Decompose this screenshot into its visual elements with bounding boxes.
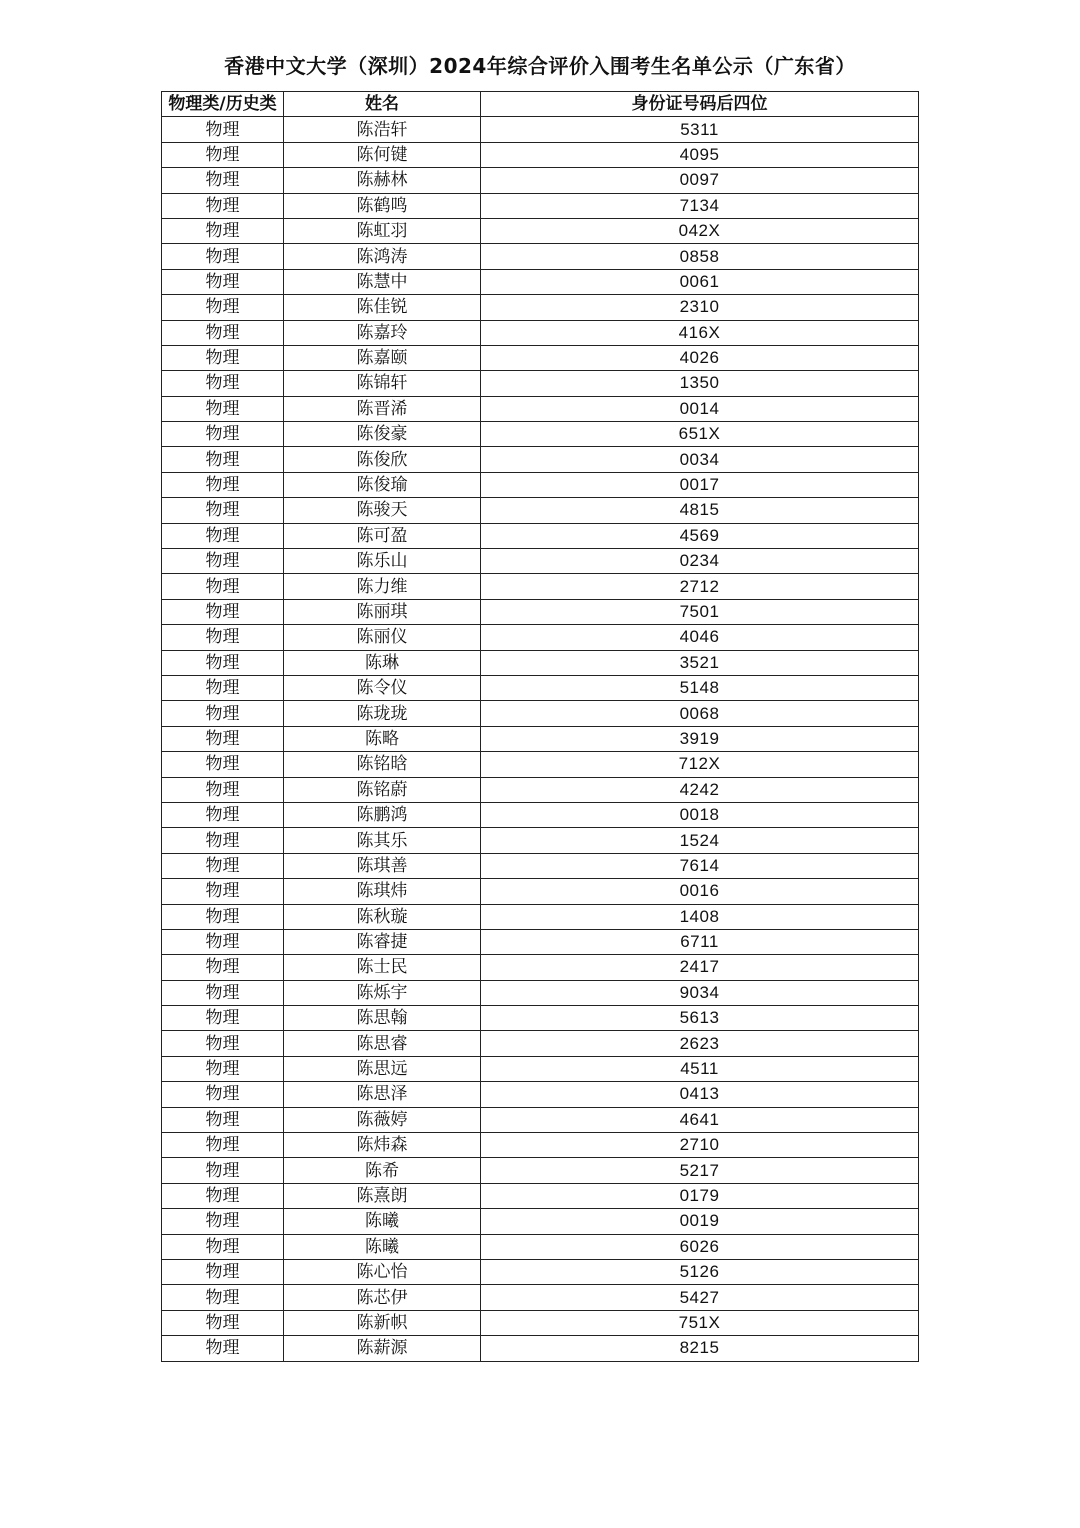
cell-id-last-four: 1350 bbox=[481, 371, 919, 396]
cell-category: 物理 bbox=[162, 574, 284, 599]
cell-category: 物理 bbox=[162, 853, 284, 878]
cell-id-last-four: 0014 bbox=[481, 396, 919, 421]
cell-name: 陈何键 bbox=[284, 142, 481, 167]
cell-category: 物理 bbox=[162, 117, 284, 142]
table-row bbox=[162, 574, 919, 599]
cell-category: 物理 bbox=[162, 1056, 284, 1081]
cell-name: 陈丽仪 bbox=[284, 625, 481, 650]
cell-id-last-four: 0018 bbox=[481, 802, 919, 827]
cell-id-last-four: 416X bbox=[481, 320, 919, 345]
cell-id-last-four: 7614 bbox=[481, 853, 919, 878]
cell-id-last-four: 2417 bbox=[481, 955, 919, 980]
cell-category: 物理 bbox=[162, 320, 284, 345]
table-row bbox=[162, 1336, 919, 1361]
cell-name: 陈赫林 bbox=[284, 168, 481, 193]
table-row bbox=[162, 117, 919, 142]
cell-name: 陈秋璇 bbox=[284, 904, 481, 929]
cell-category: 物理 bbox=[162, 1183, 284, 1208]
cell-category: 物理 bbox=[162, 675, 284, 700]
cell-category: 物理 bbox=[162, 625, 284, 650]
cell-category: 物理 bbox=[162, 752, 284, 777]
cell-category: 物理 bbox=[162, 929, 284, 954]
cell-name: 陈俊欣 bbox=[284, 447, 481, 472]
cell-category: 物理 bbox=[162, 1133, 284, 1158]
cell-category: 物理 bbox=[162, 193, 284, 218]
cell-category: 物理 bbox=[162, 472, 284, 497]
cell-id-last-four: 0017 bbox=[481, 472, 919, 497]
cell-id-last-four: 0097 bbox=[481, 168, 919, 193]
cell-id-last-four: 712X bbox=[481, 752, 919, 777]
cell-name: 陈晋浠 bbox=[284, 396, 481, 421]
table-row bbox=[162, 193, 919, 218]
cell-id-last-four: 5613 bbox=[481, 1006, 919, 1031]
cell-id-last-four: 7501 bbox=[481, 599, 919, 624]
cell-id-last-four: 6026 bbox=[481, 1234, 919, 1259]
cell-id-last-four: 0179 bbox=[481, 1183, 919, 1208]
cell-id-last-four: 5148 bbox=[481, 675, 919, 700]
cell-category: 物理 bbox=[162, 980, 284, 1005]
cell-id-last-four: 4815 bbox=[481, 498, 919, 523]
cell-name: 陈思翰 bbox=[284, 1006, 481, 1031]
cell-category: 物理 bbox=[162, 828, 284, 853]
cell-category: 物理 bbox=[162, 650, 284, 675]
cell-id-last-four: 3919 bbox=[481, 726, 919, 751]
table-row bbox=[162, 472, 919, 497]
table-row bbox=[162, 625, 919, 650]
cell-id-last-four: 2310 bbox=[481, 295, 919, 320]
cell-category: 物理 bbox=[162, 1259, 284, 1284]
table-row bbox=[162, 320, 919, 345]
cell-category: 物理 bbox=[162, 1285, 284, 1310]
table-row bbox=[162, 929, 919, 954]
cell-category: 物理 bbox=[162, 295, 284, 320]
table-row bbox=[162, 752, 919, 777]
table-row bbox=[162, 295, 919, 320]
cell-id-last-four: 6711 bbox=[481, 929, 919, 954]
cell-id-last-four: 4242 bbox=[481, 777, 919, 802]
table-header bbox=[162, 92, 919, 117]
candidate-table bbox=[161, 91, 919, 1362]
cell-category: 物理 bbox=[162, 904, 284, 929]
cell-name: 陈琳 bbox=[284, 650, 481, 675]
table-row bbox=[162, 498, 919, 523]
table-row bbox=[162, 726, 919, 751]
table-row bbox=[162, 1082, 919, 1107]
cell-id-last-four: 2712 bbox=[481, 574, 919, 599]
table-row bbox=[162, 955, 919, 980]
cell-name: 陈思泽 bbox=[284, 1082, 481, 1107]
header-row bbox=[162, 92, 919, 117]
cell-category: 物理 bbox=[162, 1107, 284, 1132]
cell-id-last-four: 4569 bbox=[481, 523, 919, 548]
table-row bbox=[162, 777, 919, 802]
table-row bbox=[162, 244, 919, 269]
cell-category: 物理 bbox=[162, 599, 284, 624]
cell-category: 物理 bbox=[162, 345, 284, 370]
cell-id-last-four: 7134 bbox=[481, 193, 919, 218]
cell-id-last-four: 0068 bbox=[481, 701, 919, 726]
cell-id-last-four: 0234 bbox=[481, 549, 919, 574]
cell-name: 陈俊瑜 bbox=[284, 472, 481, 497]
cell-category: 物理 bbox=[162, 1006, 284, 1031]
table-row bbox=[162, 1234, 919, 1259]
table-row bbox=[162, 1285, 919, 1310]
table-row bbox=[162, 396, 919, 421]
document-title: 香港中文大学（深圳）2024年综合评价入围考生名单公示（广东省） bbox=[224, 54, 856, 78]
cell-category: 物理 bbox=[162, 1082, 284, 1107]
table-row bbox=[162, 168, 919, 193]
table-row bbox=[162, 1107, 919, 1132]
cell-category: 物理 bbox=[162, 1234, 284, 1259]
cell-category: 物理 bbox=[162, 422, 284, 447]
cell-name: 陈令仪 bbox=[284, 675, 481, 700]
cell-id-last-four: 0034 bbox=[481, 447, 919, 472]
cell-category: 物理 bbox=[162, 777, 284, 802]
table-row bbox=[162, 1133, 919, 1158]
cell-name: 陈熹朗 bbox=[284, 1183, 481, 1208]
cell-id-last-four: 0061 bbox=[481, 269, 919, 294]
table-row bbox=[162, 1183, 919, 1208]
cell-name: 陈略 bbox=[284, 726, 481, 751]
table-row bbox=[162, 701, 919, 726]
cell-name: 陈慧中 bbox=[284, 269, 481, 294]
header-id-last-four: 身份证号码后四位 bbox=[481, 92, 919, 117]
table-row bbox=[162, 1031, 919, 1056]
cell-id-last-four: 5217 bbox=[481, 1158, 919, 1183]
cell-category: 物理 bbox=[162, 498, 284, 523]
cell-id-last-four: 4641 bbox=[481, 1107, 919, 1132]
cell-name: 陈思睿 bbox=[284, 1031, 481, 1056]
cell-id-last-four: 5126 bbox=[481, 1259, 919, 1284]
cell-name: 陈琪炜 bbox=[284, 879, 481, 904]
table-row bbox=[162, 1310, 919, 1335]
cell-name: 陈俊豪 bbox=[284, 422, 481, 447]
cell-id-last-four: 651X bbox=[481, 422, 919, 447]
cell-name: 陈力维 bbox=[284, 574, 481, 599]
cell-name: 陈骏天 bbox=[284, 498, 481, 523]
table-row bbox=[162, 599, 919, 624]
cell-id-last-four: 4046 bbox=[481, 625, 919, 650]
cell-category: 物理 bbox=[162, 244, 284, 269]
table-row bbox=[162, 422, 919, 447]
table-row bbox=[162, 879, 919, 904]
cell-name: 陈士民 bbox=[284, 955, 481, 980]
table-row bbox=[162, 828, 919, 853]
table-row bbox=[162, 345, 919, 370]
cell-category: 物理 bbox=[162, 142, 284, 167]
table-row bbox=[162, 1006, 919, 1031]
cell-name: 陈乐山 bbox=[284, 549, 481, 574]
table-row bbox=[162, 802, 919, 827]
cell-category: 物理 bbox=[162, 549, 284, 574]
cell-id-last-four: 5311 bbox=[481, 117, 919, 142]
cell-id-last-four: 4026 bbox=[481, 345, 919, 370]
table-row bbox=[162, 904, 919, 929]
cell-id-last-four: 9034 bbox=[481, 980, 919, 1005]
header-name: 姓名 bbox=[284, 92, 481, 117]
cell-category: 物理 bbox=[162, 1310, 284, 1335]
cell-category: 物理 bbox=[162, 1336, 284, 1361]
cell-category: 物理 bbox=[162, 701, 284, 726]
cell-name: 陈其乐 bbox=[284, 828, 481, 853]
cell-category: 物理 bbox=[162, 168, 284, 193]
cell-id-last-four: 8215 bbox=[481, 1336, 919, 1361]
cell-id-last-four: 042X bbox=[481, 218, 919, 243]
cell-name: 陈思远 bbox=[284, 1056, 481, 1081]
cell-id-last-four: 751X bbox=[481, 1310, 919, 1335]
cell-category: 物理 bbox=[162, 269, 284, 294]
cell-name: 陈新帜 bbox=[284, 1310, 481, 1335]
cell-name: 陈嘉颐 bbox=[284, 345, 481, 370]
cell-name: 陈嘉玲 bbox=[284, 320, 481, 345]
table-row bbox=[162, 650, 919, 675]
cell-id-last-four: 0858 bbox=[481, 244, 919, 269]
cell-name: 陈鸿涛 bbox=[284, 244, 481, 269]
table-row bbox=[162, 675, 919, 700]
cell-id-last-four: 3521 bbox=[481, 650, 919, 675]
table-row bbox=[162, 1259, 919, 1284]
cell-category: 物理 bbox=[162, 396, 284, 421]
cell-id-last-four: 0016 bbox=[481, 879, 919, 904]
table-row bbox=[162, 269, 919, 294]
cell-category: 物理 bbox=[162, 802, 284, 827]
cell-name: 陈炜森 bbox=[284, 1133, 481, 1158]
cell-id-last-four: 2710 bbox=[481, 1133, 919, 1158]
cell-id-last-four: 2623 bbox=[481, 1031, 919, 1056]
table-row bbox=[162, 1056, 919, 1081]
cell-id-last-four: 4095 bbox=[481, 142, 919, 167]
cell-category: 物理 bbox=[162, 726, 284, 751]
cell-id-last-four: 5427 bbox=[481, 1285, 919, 1310]
cell-category: 物理 bbox=[162, 955, 284, 980]
cell-category: 物理 bbox=[162, 523, 284, 548]
cell-category: 物理 bbox=[162, 371, 284, 396]
cell-category: 物理 bbox=[162, 1209, 284, 1234]
header-category: 物理类/历史类 bbox=[162, 92, 284, 117]
cell-category: 物理 bbox=[162, 1031, 284, 1056]
cell-name: 陈芯伊 bbox=[284, 1285, 481, 1310]
cell-name: 陈佳锐 bbox=[284, 295, 481, 320]
cell-category: 物理 bbox=[162, 447, 284, 472]
cell-name: 陈曦 bbox=[284, 1234, 481, 1259]
cell-name: 陈铭晗 bbox=[284, 752, 481, 777]
cell-name: 陈锦轩 bbox=[284, 371, 481, 396]
cell-category: 物理 bbox=[162, 879, 284, 904]
cell-name: 陈烁宇 bbox=[284, 980, 481, 1005]
cell-id-last-four: 0019 bbox=[481, 1209, 919, 1234]
cell-name: 陈鹏鸿 bbox=[284, 802, 481, 827]
table-row bbox=[162, 1158, 919, 1183]
table-row bbox=[162, 142, 919, 167]
cell-name: 陈铭蔚 bbox=[284, 777, 481, 802]
cell-name: 陈虹羽 bbox=[284, 218, 481, 243]
table-row bbox=[162, 523, 919, 548]
table-row bbox=[162, 447, 919, 472]
cell-name: 陈希 bbox=[284, 1158, 481, 1183]
cell-name: 陈心怡 bbox=[284, 1259, 481, 1284]
table-row bbox=[162, 1209, 919, 1234]
table-row bbox=[162, 549, 919, 574]
cell-name: 陈珑珑 bbox=[284, 701, 481, 726]
cell-name: 陈鹤鸣 bbox=[284, 193, 481, 218]
cell-name: 陈曦 bbox=[284, 1209, 481, 1234]
cell-id-last-four: 0413 bbox=[481, 1082, 919, 1107]
table-row bbox=[162, 371, 919, 396]
table-row bbox=[162, 853, 919, 878]
cell-id-last-four: 4511 bbox=[481, 1056, 919, 1081]
cell-name: 陈可盈 bbox=[284, 523, 481, 548]
cell-category: 物理 bbox=[162, 218, 284, 243]
cell-name: 陈薇婷 bbox=[284, 1107, 481, 1132]
cell-name: 陈睿捷 bbox=[284, 929, 481, 954]
cell-category: 物理 bbox=[162, 1158, 284, 1183]
cell-name: 陈薪源 bbox=[284, 1336, 481, 1361]
cell-id-last-four: 1524 bbox=[481, 828, 919, 853]
cell-name: 陈琪善 bbox=[284, 853, 481, 878]
table-row bbox=[162, 218, 919, 243]
table-body bbox=[162, 117, 919, 1361]
table-row bbox=[162, 980, 919, 1005]
cell-id-last-four: 1408 bbox=[481, 904, 919, 929]
cell-name: 陈丽琪 bbox=[284, 599, 481, 624]
cell-name: 陈浩轩 bbox=[284, 117, 481, 142]
